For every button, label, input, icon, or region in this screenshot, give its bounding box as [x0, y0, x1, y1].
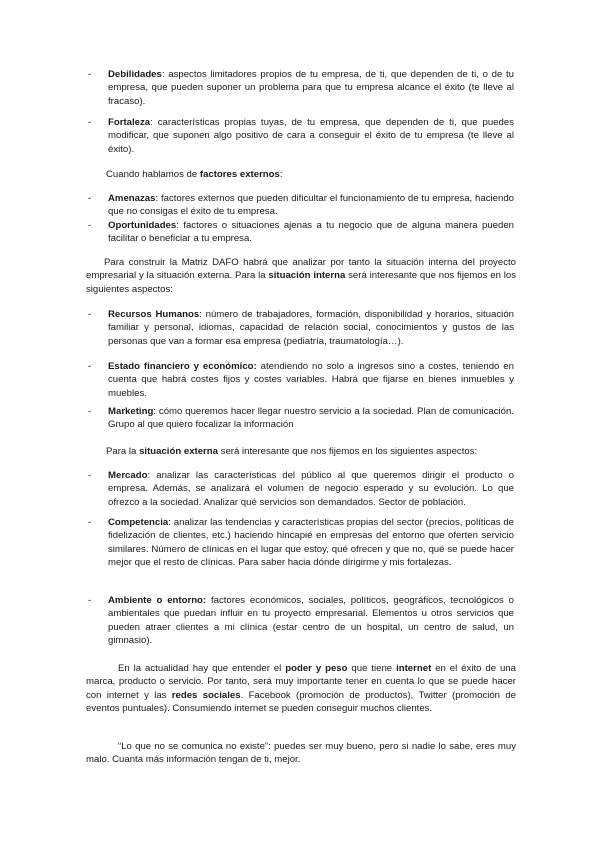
list-item-text: Debilidades: aspectos limitadores propios de tu empresa, de ti, que dependen de ti, o de tu empresa, que pueden suponer un problema para que tu empresa alcance el éxito (te lleve al fracaso). — [108, 69, 514, 107]
bullet-dash: - — [88, 517, 92, 528]
list-item-recursos-humanos — [88, 308, 514, 348]
bullet-dash: - — [88, 220, 92, 231]
list-item-marketing — [88, 405, 514, 432]
internet-paragraph: En la actualidad hay que entender el poder y peso que tiene internet en el éxito de una marca, producto o servicio. Por tanto, será muy importante tener en cuenta lo que se puede hacer con internet y las redes sociales. Facebook (promoción de productos), Twitter (promoción de eventos puntuales). Consumiendo internet se pueden conseguir muchos clientes. — [86, 663, 516, 715]
externos-intro: Cuando hablamos de factores externos: — [106, 169, 283, 180]
term-label: Debilidades — [108, 69, 162, 80]
list-item-text: Estado financiero y económico: atendiendo no solo a ingresos sino a costes, teniendo en cuenta que habrá costes fijos y costes variables. Habrá que fijarse en bienes inmuebles y muebles. — [108, 361, 514, 399]
list-item-competencia — [88, 516, 514, 570]
bullet-dash: - — [88, 595, 92, 606]
list-item-estado-financiero — [88, 360, 514, 400]
matriz-paragraph: Para construir la Matriz DAFO habrá que analizar por tanto la situación interna del proyecto empresarial y la situación externa. Para la situación interna será interesante que nos fijemos en los siguientes aspectos: — [86, 257, 516, 295]
term-label: Amenazas — [108, 193, 156, 204]
list-item-text: Marketing: cómo queremos hacer llegar nuestro servicio a la sociedad. Plan de comunicación. Grupo al que quiero focalizar la información — [108, 406, 514, 431]
quote-paragraph: “Lo que no se comunica no existe”: puedes ser muy bueno, pero si nadie lo sabe, eres muy malo. Cuanta más información tengan de ti, mejor. — [86, 741, 516, 766]
bullet-dash: - — [88, 193, 92, 204]
term-label: Estado financiero y económico: — [108, 361, 257, 372]
bullet-dash: - — [88, 470, 92, 481]
term-label: Fortaleza — [108, 117, 151, 128]
term-label: Ambiente o entorno: — [108, 595, 207, 606]
list-item-mercado — [88, 469, 514, 509]
list-item-oportunidades — [88, 219, 514, 246]
bullet-dash: - — [88, 361, 92, 372]
list-item-amenazas — [88, 192, 514, 219]
bullet-dash: - — [88, 309, 92, 320]
term-label: Marketing — [108, 406, 154, 417]
term-label: Oportunidades — [108, 220, 177, 231]
term-label: Recursos Humanos — [108, 309, 200, 320]
list-item-text: Ambiente o entorno: factores económicos, sociales, políticos, geográficos, tecnológicos o ambientales que puedan influir en tu proyecto empresarial. Elementos u otros servicios que pueden atraer clientes a mi clínica (estar centro de un hospital, un centro de salud, un gimnasio). — [108, 595, 514, 647]
list-item-fortaleza — [88, 116, 514, 156]
bullet-dash: - — [88, 69, 92, 80]
term-label: Competencia — [108, 517, 169, 528]
term-label: Mercado — [108, 470, 148, 481]
bullet-dash: - — [88, 117, 92, 128]
list-item-text: Mercado: analizar las características del público al que queremos dirigir el producto o empresa. Además, se analizará el volumen de negocio esperado y su evolución. Lo que ofrezco a la sociedad. Analizar qué servicios son demandados. Sector de población. — [108, 470, 514, 508]
list-item-text: Competencia: analizar las tendencias y características propias del sector (precios, políticas de fidelización de clientes, etc.) haciendo hincapié en empresas del entorno que oferten servicio similares. Número de clínicas en el lugar que estoy, qué ofrecen y que no, qué se puede hacer mejor que el resto de clínicas. Para saber hacia dónde dirigirme y mis fortalezas. — [108, 517, 514, 569]
list-item-debilidades — [88, 68, 514, 108]
list-item-ambiente — [88, 594, 514, 648]
externa-intro: Para la situación externa será interesante que nos fijemos en los siguientes aspectos: — [106, 446, 478, 457]
list-item-text: Amenazas: factores externos que pueden dificultar el funcionamiento de tu empresa, haciendo que no consigas el éxito de tu empresa. — [108, 193, 514, 218]
list-item-text: Oportunidades: factores o situaciones ajenas a tu negocio que de alguna manera pueden facilitar o beneficiar a tu empresa. — [108, 220, 514, 245]
list-item-text: Recursos Humanos: número de trabajadores, formación, disponibilidad y horarios, situación familiar y personal, idiomas, capacidad de relación social, conocimientos y gustos de las personas que van a formar esa empresa (pediatría, traumatología…). — [108, 309, 514, 347]
bullet-dash: - — [88, 406, 92, 417]
list-item-text: Fortaleza: características propias tuyas, de tu empresa, que dependen de ti, que puedes modificar, que suponen algo positivo de cara a conseguir el éxito de tu empresa (te lleve al éxito). — [108, 117, 514, 155]
